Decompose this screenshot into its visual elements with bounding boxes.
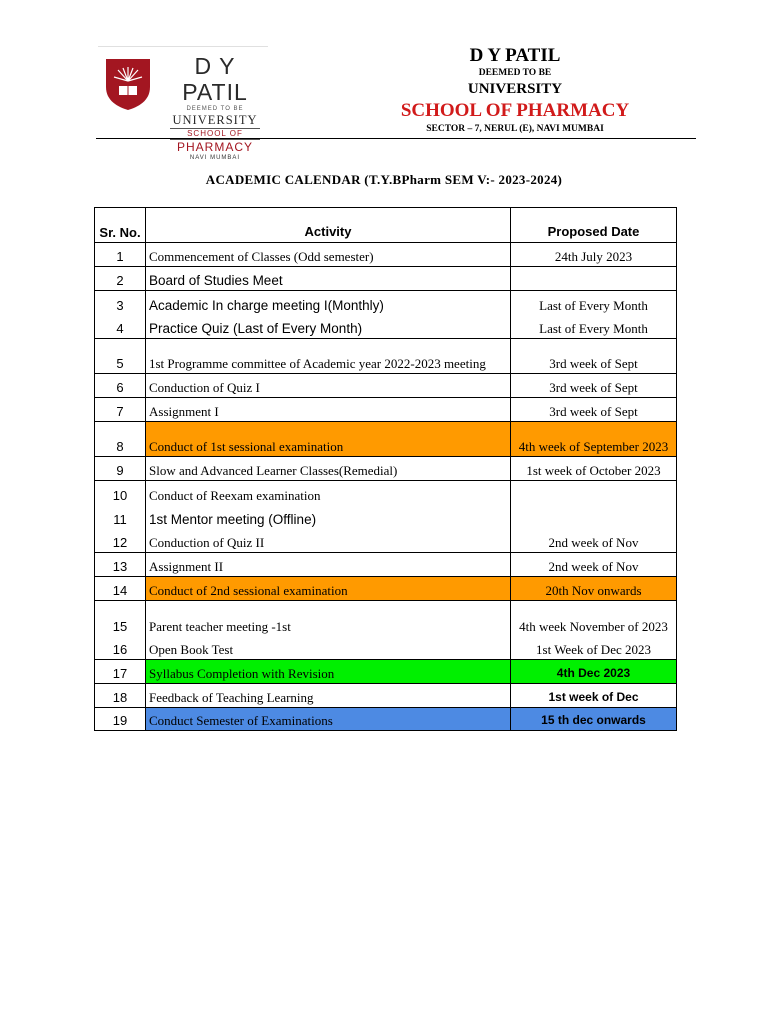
university-logo [98, 46, 268, 161]
row-date: 1st Week of Dec 2023 [511, 636, 677, 660]
row-activity: Conduct of 1st sessional examination [146, 422, 511, 457]
table-row [95, 553, 677, 577]
row-number: 10 [95, 481, 146, 505]
row-number: 6 [95, 374, 146, 398]
row-activity: Slow and Advanced Learner Classes(Remedial) [146, 457, 511, 481]
row-activity: Board of Studies Meet [146, 267, 511, 291]
table-row [95, 529, 677, 553]
table-row [95, 398, 677, 422]
row-activity: Academic In charge meeting I(Monthly) [146, 291, 511, 315]
logo-deemed: DEEMED TO BE [186, 106, 244, 112]
row-number: 2 [95, 267, 146, 291]
row-activity: Parent teacher meeting -1st [146, 601, 511, 636]
row-activity: Commencement of Classes (Odd semester) [146, 243, 511, 267]
row-date: 15 th dec onwards [511, 708, 677, 731]
row-activity: Conduction of Quiz I [146, 374, 511, 398]
table-row [95, 374, 677, 398]
logo-name: D Y PATIL [182, 53, 248, 105]
header-divider [96, 138, 696, 139]
row-activity: 1st Programme committee of Academic year 2022-2023 meeting [146, 339, 511, 374]
page-title: ACADEMIC CALENDAR (T.Y.BPharm SEM V:- 2023-2024) [205, 172, 563, 187]
row-number: 16 [95, 636, 146, 660]
row-activity: Conduct Semester of Examinations [146, 708, 511, 731]
logo-university: UNIVERSITY [172, 113, 258, 127]
row-number: 13 [95, 553, 146, 577]
row-date: 2nd week of Nov [511, 529, 677, 553]
table-row [95, 708, 677, 731]
row-activity: Assignment II [146, 553, 511, 577]
row-number: 17 [95, 660, 146, 684]
row-number: 19 [95, 708, 146, 731]
header-activity: Activity [146, 208, 511, 243]
row-number: 3 [95, 291, 146, 315]
row-activity: Feedback of Teaching Learning [146, 684, 511, 708]
logo-school: SCHOOL OF [170, 128, 260, 140]
row-date [511, 505, 677, 529]
table-row [95, 684, 677, 708]
row-number: 18 [95, 684, 146, 708]
row-date: Last of Every Month [511, 315, 677, 339]
table-row [95, 481, 677, 505]
row-date: 20th Nov onwards [511, 577, 677, 601]
table-row [95, 660, 677, 684]
row-date: Last of Every Month [511, 291, 677, 315]
table-row [95, 636, 677, 660]
row-date: 3rd week of Sept [511, 398, 677, 422]
header-proposed-date: Proposed Date [511, 208, 677, 243]
row-date: 4th week of September 2023 [511, 422, 677, 457]
row-number: 8 [95, 422, 146, 457]
table-row [95, 601, 677, 636]
row-activity: Conduct of Reexam examination [146, 481, 511, 505]
table-row [95, 267, 677, 291]
row-number: 7 [95, 398, 146, 422]
row-date: 2nd week of Nov [511, 553, 677, 577]
row-date: 3rd week of Sept [511, 339, 677, 374]
academic-calendar-table [94, 207, 677, 731]
row-date: 4th Dec 2023 [511, 660, 677, 684]
row-number: 4 [95, 315, 146, 339]
row-activity: Conduct of 2nd sessional examination [146, 577, 511, 601]
row-number: 1 [95, 243, 146, 267]
row-activity: Conduction of Quiz II [146, 529, 511, 553]
row-number: 11 [95, 505, 146, 529]
table-row [95, 243, 677, 267]
logo-location: NAVI MUMBAI [189, 155, 241, 161]
row-number: 5 [95, 339, 146, 374]
table-row [95, 422, 677, 457]
row-date: 24th July 2023 [511, 243, 677, 267]
row-number: 9 [95, 457, 146, 481]
row-date [511, 481, 677, 505]
row-activity: Assignment I [146, 398, 511, 422]
table-row [95, 505, 677, 529]
row-activity: 1st Mentor meeting (Offline) [146, 505, 511, 529]
header-deemed: DEEMED TO BE [478, 68, 552, 78]
row-date [511, 267, 677, 291]
logo-pharmacy: PHARMACY [176, 140, 253, 154]
row-date: 3rd week of Sept [511, 374, 677, 398]
header-address: SECTOR – 7, NERUL (E), NAVI MUMBAI [426, 124, 604, 134]
header-school: SCHOOL OF PHARMACY [400, 100, 630, 121]
header-name: D Y PATIL [469, 45, 561, 66]
table-row [95, 291, 677, 315]
row-activity: Practice Quiz (Last of Every Month) [146, 315, 511, 339]
logo-wordmark [162, 53, 268, 162]
table-row [95, 577, 677, 601]
row-date: 1st week of Dec [511, 684, 677, 708]
row-number: 14 [95, 577, 146, 601]
shield-emblem-icon [104, 57, 152, 111]
row-activity: Open Book Test [146, 636, 511, 660]
row-date: 4th week November of 2023 [511, 601, 677, 636]
table-row [95, 315, 677, 339]
table-row [95, 339, 677, 374]
row-number: 15 [95, 601, 146, 636]
header-university: UNIVERSITY [467, 81, 563, 97]
row-date: 1st week of October 2023 [511, 457, 677, 481]
row-number: 12 [95, 529, 146, 553]
header-sr-no: Sr. No. [95, 208, 146, 243]
table-row [95, 457, 677, 481]
row-activity: Syllabus Completion with Revision [146, 660, 511, 684]
